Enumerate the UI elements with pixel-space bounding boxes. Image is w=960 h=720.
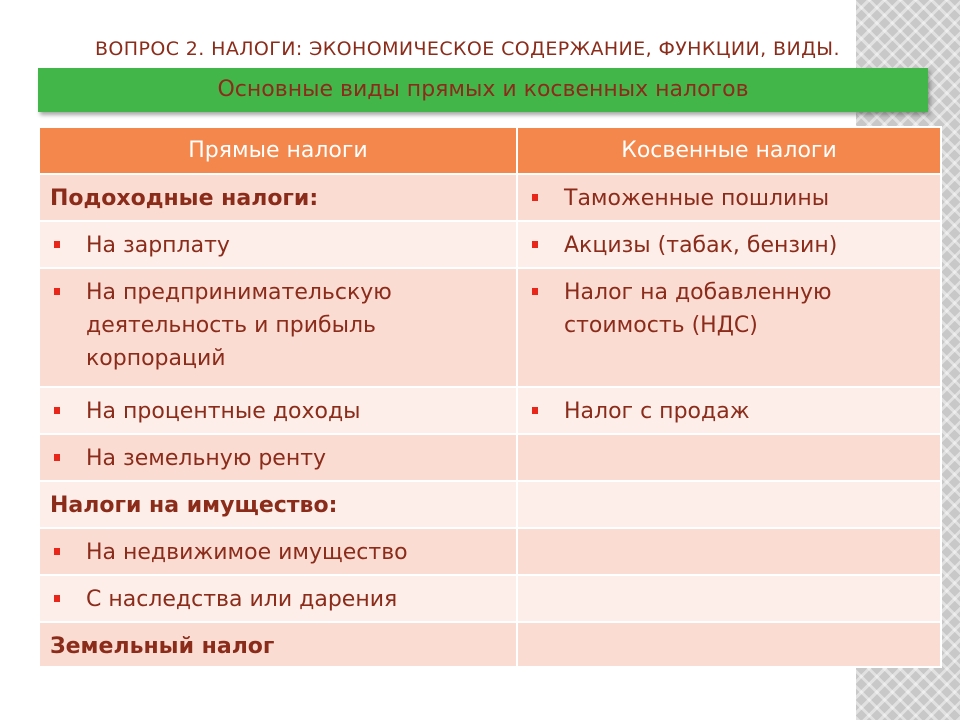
list-item-text: Налог с продаж: [564, 399, 750, 424]
cell-indirect: [517, 434, 941, 481]
table-row: [39, 575, 941, 622]
table-row: [39, 268, 941, 387]
square-bullet-icon: [54, 241, 60, 248]
table-row: [39, 528, 941, 575]
list-item: [50, 442, 506, 475]
table-row: [39, 481, 941, 528]
cell-indirect: [517, 622, 941, 667]
table-header-row: [39, 127, 941, 174]
table-row: [39, 387, 941, 434]
table-row: [39, 622, 941, 667]
cell-indirect: [517, 268, 941, 387]
square-bullet-icon: [532, 288, 538, 295]
header-indirect-taxes: Косвенные налоги: [517, 127, 941, 174]
list-item-text: С наследства или дарения: [86, 587, 398, 612]
list-item: [50, 276, 506, 375]
square-bullet-icon: [532, 194, 538, 201]
list-item: [50, 583, 506, 616]
list-item: [528, 276, 930, 342]
slide-title: ВОПРОС 2. НАЛОГИ: ЭКОНОМИЧЕСКОЕ СОДЕРЖАНИЕ, ФУНКЦИИ, ВИДЫ.: [95, 38, 840, 60]
table-row: [39, 221, 941, 268]
list-item: [528, 229, 930, 262]
list-item-text: На предпринимательскую деятельность и прибыль корпораций: [86, 280, 392, 371]
square-bullet-icon: [54, 407, 60, 414]
subtitle-banner: [38, 68, 928, 112]
square-bullet-icon: [532, 241, 538, 248]
cell-indirect: [517, 174, 941, 221]
list-item: [528, 182, 930, 215]
category-heading: Подоходные налоги:: [50, 186, 319, 211]
list-item-text: На земельную ренту: [86, 446, 327, 471]
cell-direct: [39, 174, 517, 221]
list-item-text: Таможенные пошлины: [564, 186, 830, 211]
list-item-text: Акцизы (табак, бензин): [564, 233, 838, 258]
header-direct-taxes: Прямые налоги: [39, 127, 517, 174]
cell-direct: [39, 268, 517, 387]
cell-indirect: [517, 528, 941, 575]
cell-direct: [39, 387, 517, 434]
tax-types-table: [38, 126, 942, 668]
square-bullet-icon: [532, 407, 538, 414]
list-item-text: Налог на добавленную стоимость (НДС): [564, 280, 832, 338]
square-bullet-icon: [54, 454, 60, 461]
square-bullet-icon: [54, 548, 60, 555]
list-item: [50, 395, 506, 428]
cell-indirect: [517, 481, 941, 528]
cell-direct: [39, 481, 517, 528]
list-item-text: На зарплату: [86, 233, 230, 258]
cell-direct: [39, 221, 517, 268]
cell-direct: [39, 434, 517, 481]
list-item: [50, 229, 506, 262]
cell-direct: [39, 528, 517, 575]
table-body: [39, 174, 941, 667]
square-bullet-icon: [54, 288, 60, 295]
category-heading: Налоги на имущество:: [50, 493, 338, 518]
square-bullet-icon: [54, 595, 60, 602]
category-heading: Земельный налог: [50, 634, 275, 659]
subtitle-banner-text: Основные виды прямых и косвенных налогов: [217, 77, 749, 102]
table-row: [39, 434, 941, 481]
list-item: [528, 395, 930, 428]
cell-direct: [39, 575, 517, 622]
list-item-text: На недвижимое имущество: [86, 540, 408, 565]
cell-indirect: [517, 221, 941, 268]
list-item-text: На процентные доходы: [86, 399, 361, 424]
cell-direct: [39, 622, 517, 667]
cell-indirect: [517, 575, 941, 622]
cell-indirect: [517, 387, 941, 434]
table-row: [39, 174, 941, 221]
list-item: [50, 536, 506, 569]
